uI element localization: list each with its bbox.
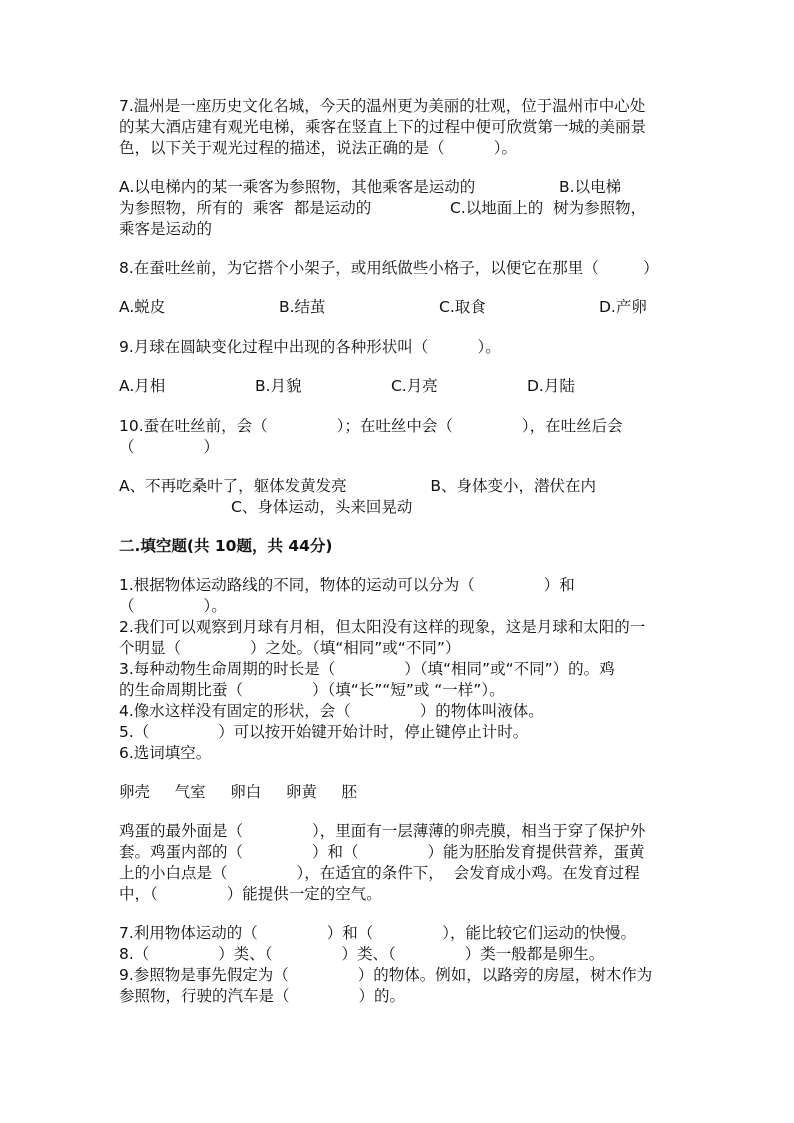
q7-options-line-2: 为参照物，所有的 乘客 都是运动的 C.以地面上的 树为参照物， [119,199,647,217]
q9-option-b: B.月貌 [255,377,302,395]
word-bank: 卵壳 气室 卵白 卵黄 胚 [119,783,358,801]
fill-line-6: 的生命周期比蚕（ ）（填“长”“短”或 “一样”）。 [119,681,505,699]
fill-tail-line-2: 8.（ ）类、（ ）类、（ ）类一般都是卵生。 [119,945,605,963]
q7-line-3: 色，以下关于观光过程的描述，说法正确的是（ ）。 [119,139,518,157]
q9-option-a: A.月相 [119,377,166,395]
fill-line-2: （ ）。 [119,597,227,615]
egg-line-1: 鸡蛋的最外面是（ ），里面有一层薄薄的卵壳膜，相当于穿了保护外 [119,822,646,840]
q8-option-d: D.产卵 [599,298,647,316]
q7-options-line-3: 乘客是运动的 [119,220,213,238]
fill-line-5: 3.每种动物生命周期的时长是（ ）（填“相同”或“不同”）的。鸡 [119,660,615,678]
q8-option-c: C.取食 [439,298,486,316]
q8-option-b: B.结茧 [279,298,326,316]
q9-option-d: D.月陆 [527,377,575,395]
fill-line-3: 2.我们可以观察到月球有月相，但太阳没有这样的现象，这是月球和太阳的一 [119,618,646,636]
fill-line-9: 6.选词填空。 [119,744,212,762]
fill-line-8: 5.（ ）可以按开始键开始计时，停止键停止计时。 [119,723,529,741]
egg-line-2: 套。鸡蛋内部的（ ）和（ ）能为胚胎发育提供营养，蛋黄 [119,843,645,861]
fill-tail-line-3: 9.参照物是事先假定为（ ）的物体。例如，以路旁的房屋，树木作为 [119,966,653,984]
egg-line-4: 中，（ ）能提供一定的空气。 [119,885,382,903]
q7-options-line-1: A.以电梯内的某一乘客为参照物，其他乘客是运动的 B.以电梯 [119,178,622,196]
egg-line-3: 上的小白点是（ ），在适宜的条件下， 会发育成小鸡。在发育过程 [119,864,640,882]
q10-line-1: 10.蚕在吐丝前，会（ ）；在吐丝中会（ ），在吐丝后会 [119,417,623,435]
section-title: 二.填空题(共 10题，共 44分) [119,537,333,555]
q10-options-line-2: C、身体运动，头来回晃动 [231,498,413,516]
fill-tail-line-4: 参照物，行驶的汽车是（ ）的。 [119,987,405,1005]
q10-line-2: （ ） [119,438,219,456]
q9-option-c: C.月亮 [391,377,438,395]
fill-line-4: 个明显（ ）之处。（填“相同”或“不同”） [119,639,461,657]
q8-text: 8.在蚕吐丝前，为它搭个小架子，或用纸做些小格子，以便它在那里（ ） [119,259,659,277]
q8-option-a: A.蜕皮 [119,298,166,316]
q10-options-line-1: A、不再吃桑叶了，躯体发黄发亮 B、身体变小，潜伏在内 [119,477,596,495]
q7-line-1: 7.温州是一座历史文化名城，今天的温州更为美丽的壮观，位于温州市中心处 [119,97,646,115]
fill-line-7: 4.像水这样没有固定的形状，会（ ）的物体叫液体。 [119,702,544,720]
q9-text: 9.月球在圆缺变化过程中出现的各种形状叫（ ）。 [119,338,501,356]
fill-tail-line-1: 7.利用物体运动的（ ）和（ ），能比较它们运动的快慢。 [119,924,636,942]
q7-line-2: 的某大酒店建有观光电梯，乘客在竖直上下的过程中便可欣赏第一城的美丽景 [119,118,647,136]
fill-line-1: 1.根据物体运动路线的不同，物体的运动可以分为（ ）和 [119,576,575,594]
